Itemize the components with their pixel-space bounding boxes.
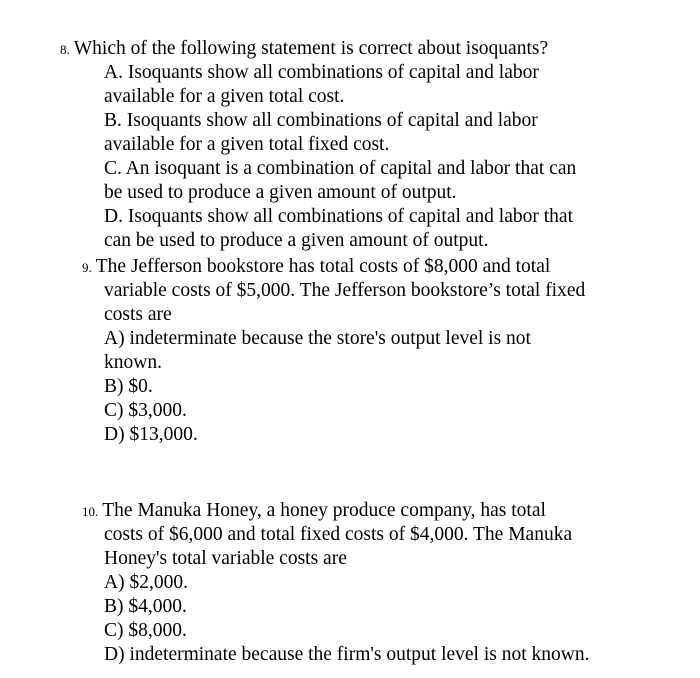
question-10-number: 10.: [82, 504, 99, 519]
question-10-stem: 10. The Manuka Honey, a honey produce company, has total: [82, 500, 546, 521]
question-8-option-d-line-2: can be used to produce a given amount of output.: [104, 230, 489, 251]
question-9-option-b: B) $0.: [104, 376, 153, 397]
question-10-option-b: B) $4,000.: [104, 596, 187, 617]
question-8-option-d-line-1: D. Isoquants show all combinations of capital and labor that: [104, 206, 573, 227]
question-9-stem-line-2: variable costs of $5,000. The Jefferson bookstore’s total fixed: [104, 280, 586, 301]
question-9-number: 9.: [82, 260, 92, 275]
question-10-option-d: D) indeterminate because the firm's output level is not known.: [104, 644, 590, 665]
question-8-option-a-line-2: available for a given total cost.: [104, 86, 345, 107]
question-9-option-c: C) $3,000.: [104, 400, 187, 421]
question-10-stem-line-2: costs of $6,000 and total fixed costs of $4,000. The Manuka: [104, 524, 573, 545]
question-9-option-d: D) $13,000.: [104, 424, 198, 445]
question-8-stem: 8. Which of the following statement is correct about isoquants?: [60, 38, 549, 59]
question-10-stem-line-3: Honey's total variable costs are: [104, 548, 347, 569]
question-10-option-a: A) $2,000.: [104, 572, 188, 593]
question-9-option-a-line-2: known.: [104, 352, 162, 373]
question-8-option-b-line-2: available for a given total fixed cost.: [104, 134, 390, 155]
question-8-option-b-line-1: B. Isoquants show all combinations of capital and labor: [104, 110, 538, 131]
question-8-number: 8.: [60, 42, 70, 57]
question-10-option-c: C) $8,000.: [104, 620, 187, 641]
question-9-option-a-line-1: A) indeterminate because the store's output level is not: [104, 328, 531, 349]
question-8-option-c-line-1: C. An isoquant is a combination of capital and labor that can: [104, 158, 577, 179]
question-8-option-a-line-1: A. Isoquants show all combinations of capital and labor: [104, 62, 539, 83]
question-8-option-c-line-2: be used to produce a given amount of output.: [104, 182, 457, 203]
question-9-stem: 9. The Jefferson bookstore has total costs of $8,000 and total: [82, 256, 551, 277]
question-9-stem-line-3: costs are: [104, 304, 172, 325]
